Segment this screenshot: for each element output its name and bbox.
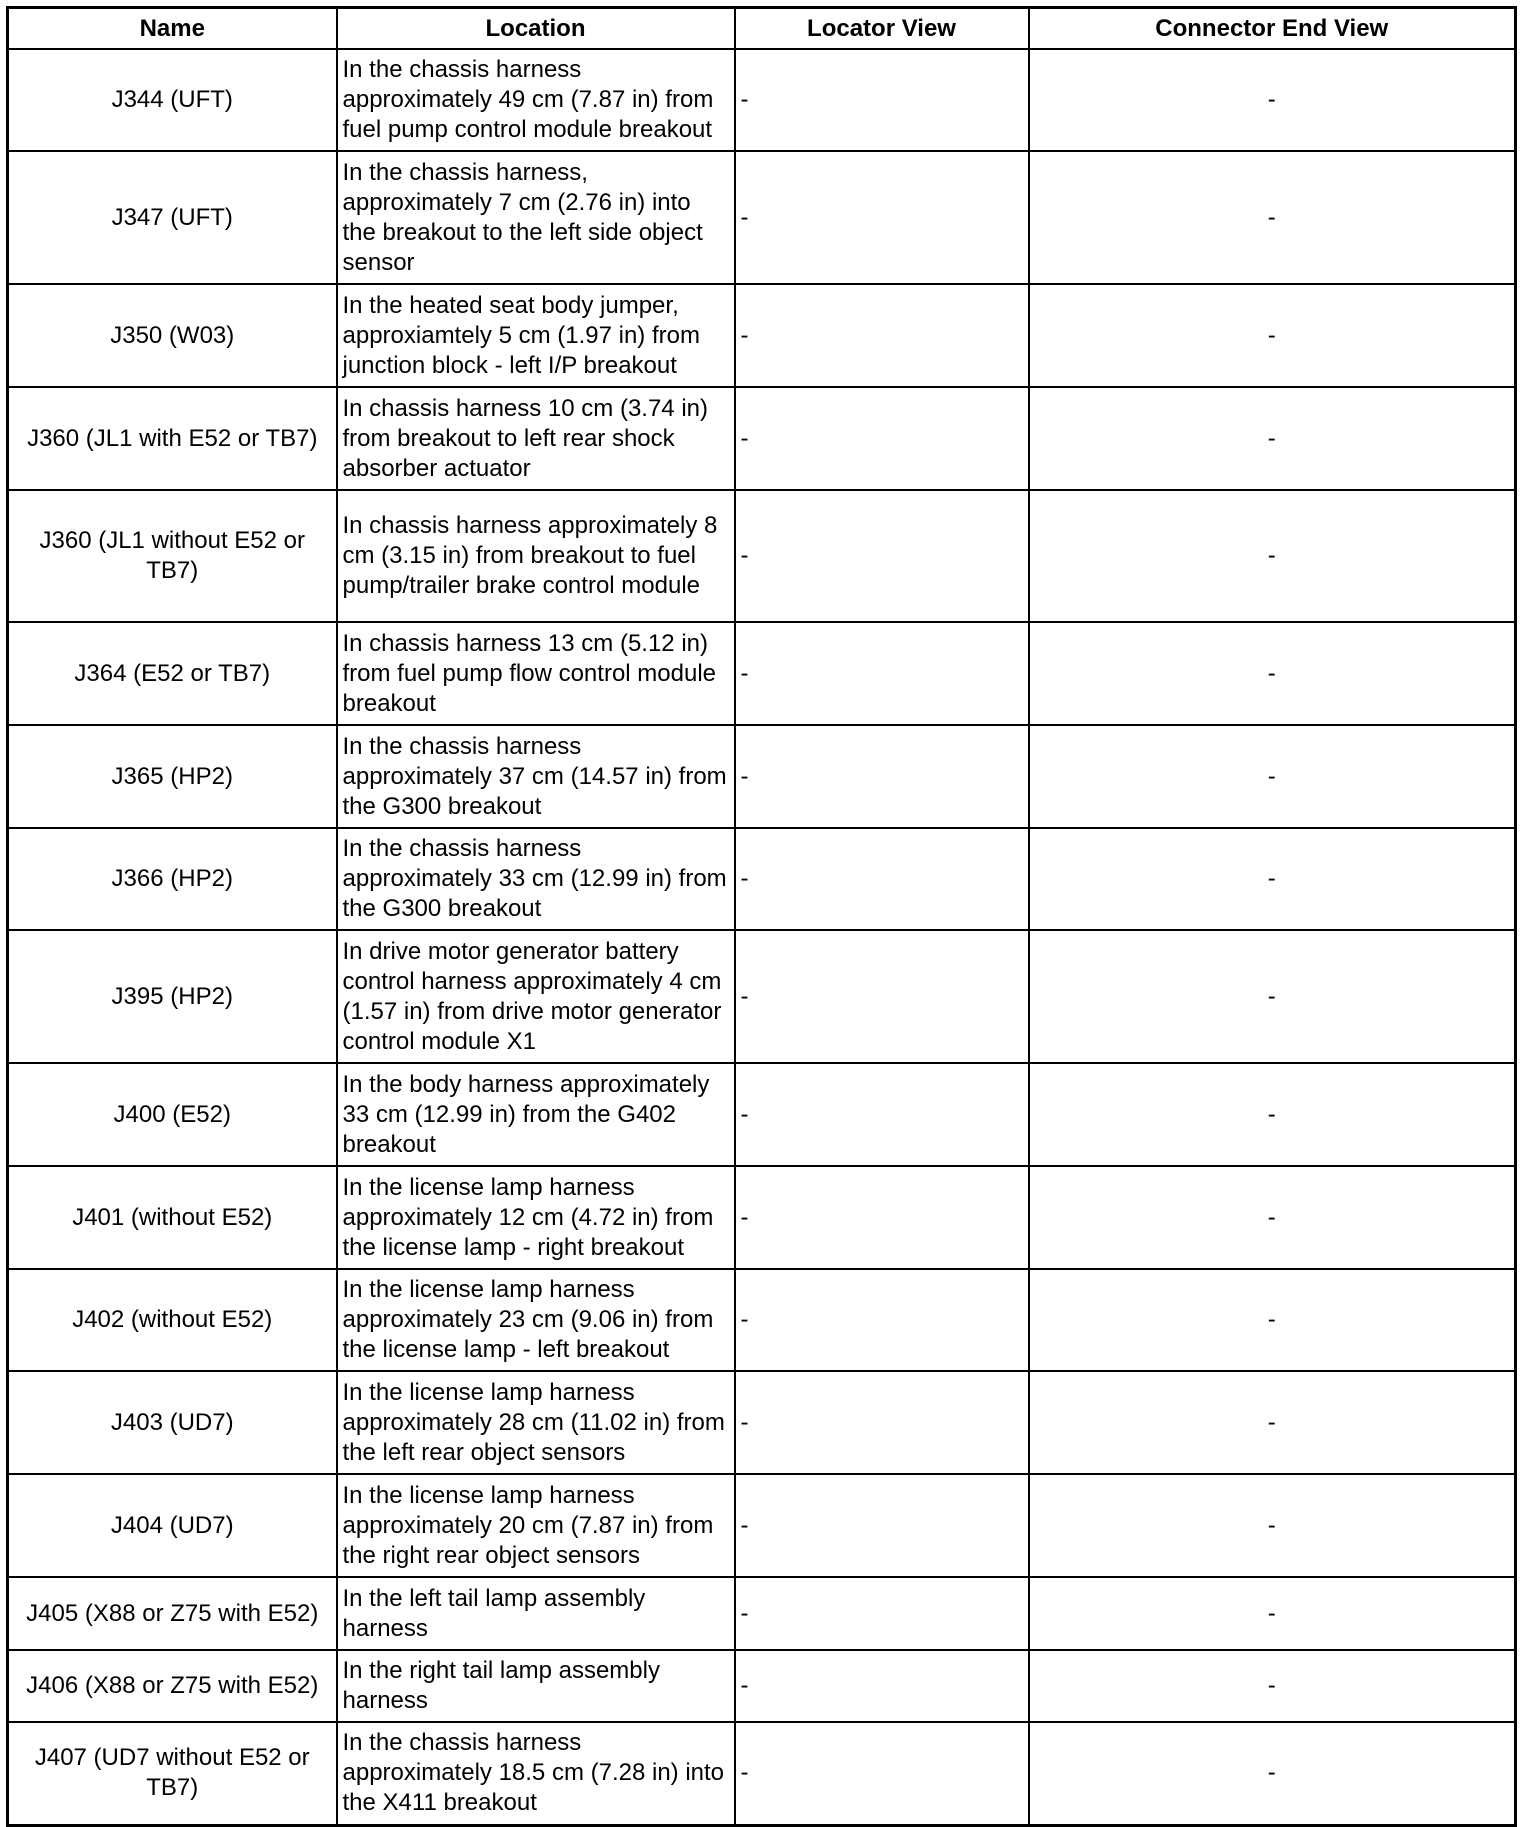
table-row (8, 1650, 1516, 1722)
table-row (8, 930, 1516, 1063)
table-row (8, 284, 1516, 387)
cell-locator-view: - (735, 1474, 1029, 1577)
cell-locator-view: - (735, 930, 1029, 1063)
cell-connector-end-view: - (1029, 1474, 1516, 1577)
document-page (6, 6, 1514, 1822)
cell-location: In the chassis harness approximately 49 cm (7.87 in) from fuel pump control module breakout (337, 49, 735, 151)
cell-locator-view: - (735, 1371, 1029, 1474)
table-row (8, 725, 1516, 828)
cell-locator-view: - (735, 284, 1029, 387)
cell-connector-end-view: - (1029, 1063, 1516, 1166)
table-row (8, 387, 1516, 490)
cell-connector-end-view: - (1029, 725, 1516, 828)
cell-location: In the heated seat body jumper, approxiamtely 5 cm (1.97 in) from junction block - left I/P breakout (337, 284, 735, 387)
cell-connector-end-view: - (1029, 284, 1516, 387)
cell-name: J395 (HP2) (8, 930, 337, 1063)
cell-name: J360 (JL1 with E52 or TB7) (8, 387, 337, 490)
cell-connector-end-view: - (1029, 1269, 1516, 1371)
cell-locator-view: - (735, 1269, 1029, 1371)
cell-location: In drive motor generator battery control harness approximately 4 cm (1.57 in) from drive motor generator control module X1 (337, 930, 735, 1063)
cell-locator-view: - (735, 622, 1029, 725)
cell-location: In the chassis harness, approximately 7 cm (2.76 in) into the breakout to the left side object sensor (337, 151, 735, 284)
cell-locator-view: - (735, 151, 1029, 284)
cell-location: In chassis harness 13 cm (5.12 in) from fuel pump flow control module breakout (337, 622, 735, 725)
cell-location: In the left tail lamp assembly harness (337, 1577, 735, 1650)
cell-connector-end-view: - (1029, 1166, 1516, 1269)
cell-locator-view: - (735, 828, 1029, 930)
table-row (8, 1166, 1516, 1269)
header-connector-end-view: Connector End View (1029, 8, 1516, 50)
cell-location: In the chassis harness approximately 37 cm (14.57 in) from the G300 breakout (337, 725, 735, 828)
cell-locator-view: - (735, 1722, 1029, 1825)
table-row (8, 1063, 1516, 1166)
table-row (8, 1577, 1516, 1650)
cell-name: J405 (X88 or Z75 with E52) (8, 1577, 337, 1650)
cell-name: J404 (UD7) (8, 1474, 337, 1577)
cell-name: J403 (UD7) (8, 1371, 337, 1474)
table-row (8, 1269, 1516, 1371)
cell-connector-end-view: - (1029, 930, 1516, 1063)
cell-location: In chassis harness 10 cm (3.74 in) from breakout to left rear shock absorber actuator (337, 387, 735, 490)
cell-connector-end-view: - (1029, 1650, 1516, 1722)
table-row (8, 49, 1516, 151)
header-location: Location (337, 8, 735, 50)
cell-connector-end-view: - (1029, 828, 1516, 930)
cell-connector-end-view: - (1029, 1371, 1516, 1474)
cell-locator-view: - (735, 1650, 1029, 1722)
cell-name: J344 (UFT) (8, 49, 337, 151)
cell-locator-view: - (735, 49, 1029, 151)
cell-locator-view: - (735, 1577, 1029, 1650)
cell-connector-end-view: - (1029, 1577, 1516, 1650)
cell-location: In the chassis harness approximately 33 cm (12.99 in) from the G300 breakout (337, 828, 735, 930)
cell-connector-end-view: - (1029, 1722, 1516, 1825)
cell-locator-view: - (735, 387, 1029, 490)
cell-location: In the license lamp harness approximately 28 cm (11.02 in) from the left rear object sensors (337, 1371, 735, 1474)
cell-connector-end-view: - (1029, 387, 1516, 490)
cell-location: In the license lamp harness approximately 23 cm (9.06 in) from the license lamp - left breakout (337, 1269, 735, 1371)
cell-name: J401 (without E52) (8, 1166, 337, 1269)
table-row (8, 828, 1516, 930)
cell-name: J360 (JL1 without E52 or TB7) (8, 490, 337, 622)
cell-locator-view: - (735, 1063, 1029, 1166)
cell-location: In the right tail lamp assembly harness (337, 1650, 735, 1722)
cell-name: J407 (UD7 without E52 or TB7) (8, 1722, 337, 1825)
inline-harness-connector-table (6, 6, 1517, 1827)
header-locator-view: Locator View (735, 8, 1029, 50)
cell-location: In the chassis harness approximately 18.5 cm (7.28 in) into the X411 breakout (337, 1722, 735, 1825)
cell-name: J365 (HP2) (8, 725, 337, 828)
table-row (8, 1371, 1516, 1474)
cell-connector-end-view: - (1029, 49, 1516, 151)
cell-name: J350 (W03) (8, 284, 337, 387)
cell-name: J400 (E52) (8, 1063, 337, 1166)
table-row (8, 151, 1516, 284)
cell-connector-end-view: - (1029, 151, 1516, 284)
cell-name: J347 (UFT) (8, 151, 337, 284)
table-row (8, 1474, 1516, 1577)
cell-name: J402 (without E52) (8, 1269, 337, 1371)
table-row (8, 490, 1516, 622)
cell-location: In chassis harness approximately 8 cm (3.15 in) from breakout to fuel pump/trailer brake control module (337, 490, 735, 622)
cell-locator-view: - (735, 1166, 1029, 1269)
table-header-row (8, 8, 1516, 50)
cell-name: J364 (E52 or TB7) (8, 622, 337, 725)
cell-connector-end-view: - (1029, 622, 1516, 725)
cell-locator-view: - (735, 725, 1029, 828)
cell-location: In the license lamp harness approximately 20 cm (7.87 in) from the right rear object sensors (337, 1474, 735, 1577)
cell-name: J406 (X88 or Z75 with E52) (8, 1650, 337, 1722)
table-row (8, 622, 1516, 725)
header-name: Name (8, 8, 337, 50)
cell-location: In the license lamp harness approximately 12 cm (4.72 in) from the license lamp - right breakout (337, 1166, 735, 1269)
cell-locator-view: - (735, 490, 1029, 622)
cell-connector-end-view: - (1029, 490, 1516, 622)
cell-name: J366 (HP2) (8, 828, 337, 930)
table-row (8, 1722, 1516, 1825)
cell-location: In the body harness approximately 33 cm (12.99 in) from the G402 breakout (337, 1063, 735, 1166)
